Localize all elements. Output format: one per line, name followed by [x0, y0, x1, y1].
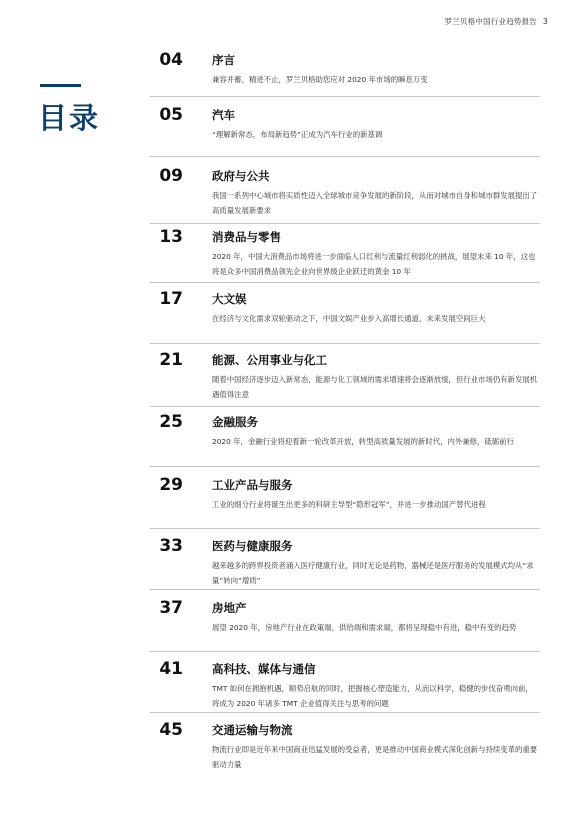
toc-entry-title: 汽车: [212, 108, 235, 122]
toc-entry[interactable]: [150, 475, 540, 529]
toc-entry[interactable]: [150, 166, 540, 224]
toc-entry-title: 序言: [212, 53, 235, 67]
toc-page-number: 05: [159, 105, 183, 125]
toc-entry[interactable]: [150, 659, 540, 713]
toc-entry-desc: 物流行业即是近年来中国商业迅猛发展的受益者，更是推动中国商业模式深化创新与持续变革的重要驱动力量: [212, 745, 538, 769]
toc-entry-desc: 工业的细分行业将诞生出更多的科研主导型“隐形冠军”，并进一步推动国产替代进程: [212, 500, 486, 509]
page-header: [445, 16, 548, 27]
toc-entry-desc: 2020 年，金融行业将迎着新一轮改革开放，转型高质量发展的新时代，内外兼修，砥砺前行: [212, 437, 515, 446]
toc-page-number: 41: [159, 659, 183, 679]
toc-entry-desc: 我国一系列中心城市将实质性迈入全球城市竞争发展的新阶段，从而对城市自身和城市群发展提出了高质量发展新要求: [212, 191, 538, 215]
toc-entry-title: 大文娱: [212, 292, 247, 306]
toc-entry-title: 交通运输与物流: [212, 723, 293, 737]
toc-page-number: 04: [159, 50, 183, 70]
toc-page-number: 17: [159, 289, 183, 309]
toc-entry-desc: 在经济与文化需求双轮驱动之下，中国文娱产业步入高增长通道，未来发展空间巨大: [212, 314, 486, 323]
toc-entry-desc: 兼容并蓄，精进不止，罗兰贝格助您应对 2020 年市场的瞬息万变: [212, 75, 428, 84]
toc-page-number: 45: [159, 720, 183, 740]
toc-entry[interactable]: [150, 720, 540, 776]
toc-title: 目录: [38, 101, 101, 135]
toc-entry-title: 政府与公共: [212, 169, 270, 183]
page-number: 3: [543, 17, 548, 26]
toc-entry[interactable]: [150, 50, 540, 97]
toc-entry-title: 医药与健康服务: [212, 539, 293, 553]
toc-entry-title: 高科技、媒体与通信: [212, 662, 316, 676]
accent-bar: [40, 84, 81, 87]
toc-entry-desc: 越来越多的跨界投资者涌入医疗健康行业，同时无论是药物，器械还是医疗服务的发展模式均从“求量”转向“增质”: [212, 561, 534, 585]
toc-page-number: 37: [159, 598, 183, 618]
toc-entry-desc: 展望 2020 年，房地产行业在政策端，供给端和需求端，都将呈现稳中有进，稳中有变的趋势: [212, 623, 517, 632]
toc-entry-title: 能源、公用事业与化工: [212, 353, 327, 367]
toc-page-number: 33: [159, 536, 183, 556]
report-title: 罗兰贝格中国行业趋势报告: [444, 17, 538, 26]
toc-page-number: 25: [159, 412, 183, 432]
toc-entry-title: 工业产品与服务: [212, 478, 293, 492]
toc-entry[interactable]: [150, 412, 540, 467]
toc-entry-desc: 2020 年，中国大消费品市场将进一步面临人口红利与流量红利弱化的挑战，展望未来 10 年，这也将是众多中国消费品领先企业向世界级企业跃迁的黄金 10 年: [212, 252, 536, 276]
toc-entry-title: 消费品与零售: [212, 230, 281, 244]
toc-entry[interactable]: [150, 350, 540, 407]
toc-entry[interactable]: [150, 289, 540, 344]
toc-entry-desc: “理解新常态，布局新趋势”正成为汽车行业的新基调: [212, 130, 383, 139]
toc-page-number: 29: [159, 475, 183, 495]
toc-page-number: 09: [159, 166, 183, 186]
toc-entry-title: 房地产: [212, 601, 247, 615]
toc-page-number: 21: [159, 350, 183, 370]
toc-entry[interactable]: [150, 227, 540, 283]
toc-page-number: 13: [159, 227, 183, 247]
toc-entry-desc: 随着中国经济逐步迈入新常态，能源与化工领域的需求增速将会逐渐放缓，但行业市场仍有新发展机遇值得注意: [212, 375, 538, 399]
toc-entry[interactable]: [150, 598, 540, 652]
toc-entry[interactable]: [150, 536, 540, 590]
toc-entry-desc: TMT 如何在拥抱机遇，顺势启航的同时，把握核心塑造能力，从而以科学，稳健的步伐奋勇向前，将成为 2020 年诸多 TMT 企业值得关注与思考的问题: [212, 684, 533, 708]
toc-entry[interactable]: [150, 105, 540, 157]
toc-entry-title: 金融服务: [212, 415, 258, 429]
